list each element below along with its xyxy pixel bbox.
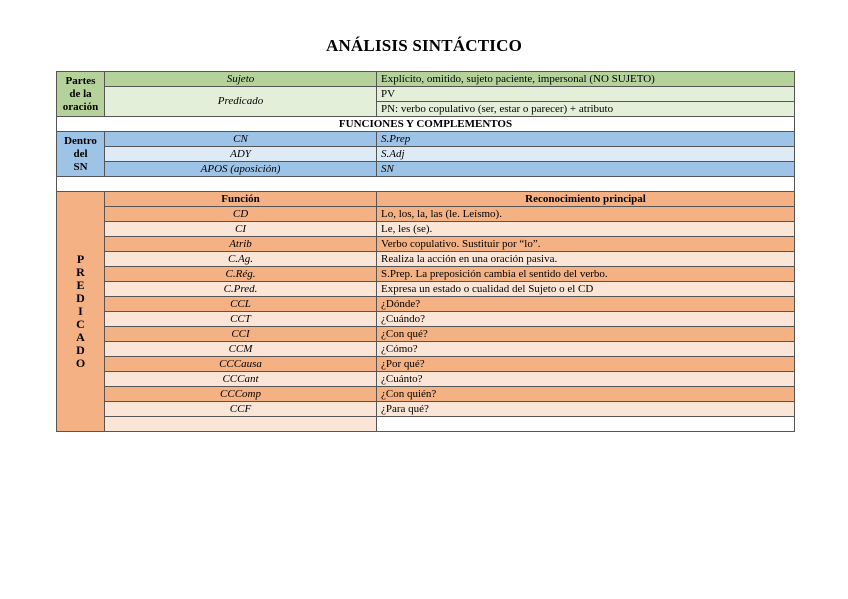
function-name: CCL xyxy=(105,297,377,312)
predicado-function-row xyxy=(57,237,795,252)
function-recognition: ¿Por qué? xyxy=(377,357,795,372)
function-recognition: ¿Cuánto? xyxy=(377,372,795,387)
sn-row xyxy=(57,132,795,147)
function-name: CI xyxy=(105,222,377,237)
sujeto-row xyxy=(57,72,795,87)
function-name: CCT xyxy=(105,312,377,327)
predicado-letter: R xyxy=(76,265,85,279)
funciones-header-row xyxy=(57,117,795,132)
function-name: C.Ag. xyxy=(105,252,377,267)
predicado-function-row xyxy=(57,222,795,237)
predicado-function-row xyxy=(57,387,795,402)
function-recognition: Expresa un estado o cualidad del Sujeto o el CD xyxy=(377,282,795,297)
function-name: CCM xyxy=(105,342,377,357)
predicado-letter: A xyxy=(76,330,85,344)
predicado-empty-row xyxy=(57,417,795,432)
function-name: Atrib xyxy=(105,237,377,252)
function-recognition: Verbo copulativo. Sustituir por “lo”. xyxy=(377,237,795,252)
predicado-pn: PN: verbo copulativo (ser, estar o parecer) + atributo xyxy=(377,102,795,117)
function-recognition: Lo, los, la, las (le. Leísmo). xyxy=(377,207,795,222)
function-name: CD xyxy=(105,207,377,222)
function-name: C.Pred. xyxy=(105,282,377,297)
function-name: C.Rég. xyxy=(105,267,377,282)
partes-label xyxy=(57,72,105,117)
sn-name: ADY xyxy=(105,147,377,162)
predicado-function-row xyxy=(57,372,795,387)
header-funcion: Función xyxy=(105,192,377,207)
predicado-letter: D xyxy=(76,343,85,357)
sn-label-line: del xyxy=(73,147,88,160)
dentro-sn-label xyxy=(57,132,105,177)
function-recognition: Realiza la acción en una oración pasiva. xyxy=(377,252,795,267)
blank-cell xyxy=(57,177,795,192)
predicado-function-row xyxy=(57,207,795,222)
header-reconocimiento: Reconocimiento principal xyxy=(377,192,795,207)
predicado-header-row xyxy=(57,192,795,207)
page-title: ANÁLISIS SINTÁCTICO xyxy=(325,36,523,55)
function-name: CCF xyxy=(105,402,377,417)
predicado-letter: O xyxy=(75,356,86,370)
function-name: CCI xyxy=(105,327,377,342)
partes-label-line: de la xyxy=(69,87,92,100)
predicado-pv: PV xyxy=(377,87,795,102)
predicado-function-row xyxy=(57,342,795,357)
function-name: CCCant xyxy=(105,372,377,387)
sn-desc: SN xyxy=(377,162,795,177)
function-recognition: S.Prep. La preposición cambia el sentido del verbo. xyxy=(377,267,795,282)
function-recognition: ¿Con quién? xyxy=(377,387,795,402)
predicado-function-row xyxy=(57,357,795,372)
sn-row xyxy=(57,147,795,162)
predicado-function-row xyxy=(57,402,795,417)
predicado-letter: P xyxy=(76,252,85,266)
predicado-letter: C xyxy=(76,317,85,331)
sn-desc: S.Adj xyxy=(377,147,795,162)
partes-label-line: Partes xyxy=(65,74,96,87)
function-name: CCCausa xyxy=(105,357,377,372)
predicado-row xyxy=(57,87,795,102)
empty-cell xyxy=(105,417,377,432)
predicado-function-row xyxy=(57,327,795,342)
predicado-function-row xyxy=(57,267,795,282)
predicado-letter: I xyxy=(78,304,83,318)
predicado-name: Predicado xyxy=(105,87,377,117)
sn-label-line: SN xyxy=(73,160,88,173)
function-name: CCComp xyxy=(105,387,377,402)
function-recognition: ¿Con qué? xyxy=(377,327,795,342)
sn-name: APOS (aposición) xyxy=(105,162,377,177)
syntax-table xyxy=(56,71,795,432)
predicado-letter: D xyxy=(76,291,85,305)
function-recognition: ¿Para qué? xyxy=(377,402,795,417)
sujeto-desc: Explícito, omitido, sujeto paciente, impersonal (NO SUJETO) xyxy=(377,72,795,87)
predicado-function-row xyxy=(57,282,795,297)
sn-desc: S.Prep xyxy=(377,132,795,147)
function-recognition: ¿Cuándo? xyxy=(377,312,795,327)
predicado-function-row xyxy=(57,312,795,327)
sn-label-line: Dentro xyxy=(64,134,97,147)
function-recognition: ¿Cómo? xyxy=(377,342,795,357)
predicado-function-row xyxy=(57,252,795,267)
funciones-header: FUNCIONES Y COMPLEMENTOS xyxy=(57,117,795,132)
blank-row xyxy=(57,177,795,192)
predicado-vertical-label xyxy=(57,192,105,432)
sn-name: CN xyxy=(105,132,377,147)
function-recognition: ¿Dónde? xyxy=(377,297,795,312)
empty-cell xyxy=(377,417,795,432)
sujeto-name: Sujeto xyxy=(105,72,377,87)
function-recognition: Le, les (se). xyxy=(377,222,795,237)
sn-row xyxy=(57,162,795,177)
partes-label-line: oración xyxy=(62,100,99,113)
predicado-letter: E xyxy=(76,278,85,292)
predicado-function-row xyxy=(57,297,795,312)
